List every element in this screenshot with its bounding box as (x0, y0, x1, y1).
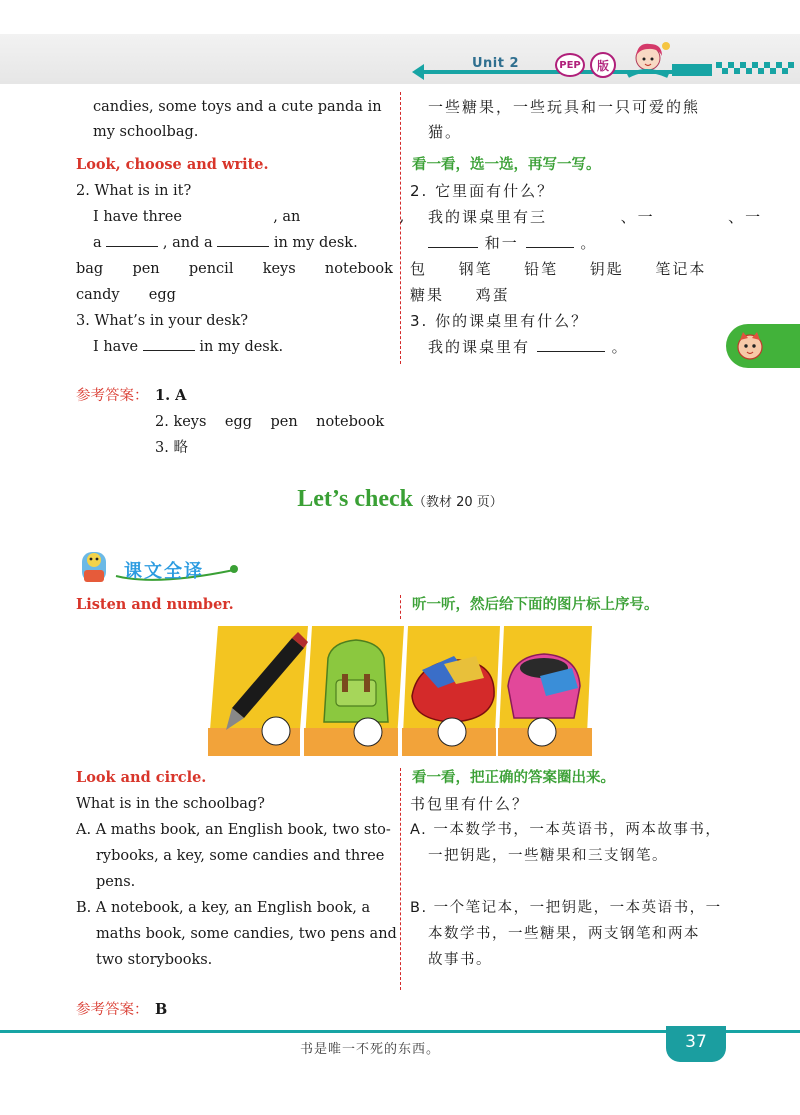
en-continuation-line-2: my schoolbag. (93, 124, 199, 140)
look-circle-heading: Look and circle. (76, 769, 207, 786)
word-item: 笔记本 (655, 260, 707, 278)
pep-badge: PEP (555, 53, 585, 77)
column-divider-listen (400, 595, 401, 619)
word-item: 钥匙 (589, 260, 624, 278)
red-bag-picture (402, 626, 500, 756)
word-item: candy (76, 287, 120, 303)
cn-continuation-line-1: 一些糖果，一些玩具和一只可爱的熊 (428, 98, 701, 116)
word-item: 铅笔 (524, 260, 559, 278)
q2-cn-text-c: 、一 (728, 208, 763, 226)
word-item: egg (148, 287, 176, 303)
page-header (0, 0, 800, 90)
column-divider-bottom (400, 768, 401, 990)
word-item: notebook (324, 261, 393, 277)
blank-cn-1[interactable] (554, 208, 614, 222)
q2-en-text-a: I have three (93, 209, 182, 225)
word-item: pencil (188, 261, 234, 277)
unit-label: Unit 2 (472, 56, 520, 71)
question-3-en: 3. What’s in your desk? (76, 313, 249, 329)
question-2-cn: 2. 它里面有什么？ (410, 182, 555, 200)
q3-cn-text-b: 。 (611, 338, 629, 356)
look-choose-write-heading: Look, choose and write. (76, 156, 269, 173)
fox-face-icon (734, 330, 766, 362)
word-bank-en-row-1 (76, 259, 393, 279)
listen-number-heading-cn: 听一听，然后给下面的图片标上序号。 (412, 597, 659, 613)
q3-en-line (93, 337, 283, 357)
q2-cn-text-a: 我的课桌里有三 (428, 208, 548, 226)
q2-cn-text-d: 和一 (484, 234, 519, 252)
q2-cn-text-b: 、一 (620, 208, 655, 226)
blank-cn-4[interactable] (526, 234, 574, 248)
mascot-girl-icon (618, 36, 674, 82)
pink-bag-picture (498, 626, 592, 756)
word-item: 包 (410, 260, 428, 278)
circle-question-en: What is in the schoolbag? (76, 796, 265, 812)
blank-cn-2[interactable] (661, 208, 721, 222)
column-divider-top (400, 92, 401, 364)
q3-en-text-b: in my desk. (199, 339, 284, 355)
look-choose-write-heading-cn: 看一看，选一选，再写一写。 (412, 157, 601, 173)
edition-badge: 版 (590, 52, 616, 78)
word-bank-cn-row-1 (410, 259, 706, 279)
q3-cn-text-a: 我的课桌里有 (428, 338, 531, 356)
pen-picture (208, 626, 308, 756)
checker-pattern (672, 58, 800, 80)
blank-cn-3[interactable] (428, 234, 478, 248)
option-a-cn-line-1[interactable]: A. 一本数学书，一本英语书，两本故事书， (410, 822, 722, 838)
option-b-cn-line-3[interactable]: 故事书。 (428, 952, 492, 968)
q2-cn-line-1 (428, 207, 762, 227)
answer-3: 3. 略 (155, 440, 188, 456)
en-continuation-line-1: candies, some toys and a cute panda in (93, 99, 382, 115)
answer-2: 2. keys egg pen notebook (155, 414, 385, 430)
q2-en-text-b: , an (273, 209, 301, 225)
answer-1: 1. A (155, 387, 187, 404)
circle-question-cn: 书包里有什么？ (410, 795, 530, 813)
q2-en-text-c: , (399, 209, 405, 225)
listen-number-heading: Listen and number. (76, 596, 234, 613)
translation-badge-text: 课文全译 (124, 561, 204, 582)
option-a-en-line-3[interactable]: pens. (96, 874, 136, 890)
section-title-text: Let’s check (297, 486, 413, 512)
option-b-en-line-3[interactable]: two storybooks. (96, 952, 213, 968)
option-a-en-line-1[interactable]: A. A maths book, an English book, two sto- (76, 822, 391, 838)
blank-1[interactable] (187, 207, 269, 221)
q2-en-line-1 (93, 207, 404, 227)
section-reference: （教材 20 页） (412, 495, 503, 510)
page-number: 37 (685, 1032, 707, 1052)
blank-3[interactable] (106, 233, 158, 247)
q2-cn-text-e: 。 (580, 234, 598, 252)
q3-cn-line (428, 337, 629, 357)
word-item: keys (262, 261, 296, 277)
blank-5[interactable] (143, 337, 195, 351)
word-item: bag (76, 261, 104, 277)
q2-cn-line-2 (428, 233, 597, 253)
question-3-cn: 3. 你的课桌里有什么？ (410, 312, 589, 330)
schoolbag-picture (304, 626, 404, 756)
blank-2[interactable] (305, 207, 395, 221)
word-item: pen (132, 261, 160, 277)
word-item: 糖果 (410, 286, 445, 304)
blank-4[interactable] (217, 233, 269, 247)
word-item: 鸡蛋 (475, 286, 510, 304)
option-b-cn-line-2[interactable]: 本数学书，一些糖果，两支钢笔和两本 (428, 926, 700, 942)
section-title (0, 486, 800, 513)
q2-en-text-e: , and a (162, 235, 213, 251)
q2-en-line-2 (93, 233, 358, 253)
picture-strip (208, 626, 598, 756)
answer-label-1: 参考答案： (76, 388, 149, 404)
option-b-en-line-1[interactable]: B. A notebook, a key, an English book, a (76, 900, 371, 916)
question-2-en: 2. What is in it? (76, 183, 192, 199)
footer-motto: 书是唯一不死的东西。 (300, 1042, 441, 1057)
word-item: 钢笔 (458, 260, 493, 278)
q2-en-text-f: in my desk. (273, 235, 358, 251)
option-b-en-line-2[interactable]: maths book, some candies, two pens and (96, 926, 397, 942)
look-circle-heading-cn: 看一看，把正确的答案圈出来。 (412, 770, 615, 786)
answer-circle: B (155, 1001, 168, 1018)
option-b-cn-line-1[interactable]: B. 一个笔记本，一把钥匙，一本英语书，一 (410, 900, 722, 916)
cn-continuation-line-2: 猫。 (428, 123, 463, 141)
blank-cn-5[interactable] (537, 338, 605, 352)
answer-label-2: 参考答案： (76, 1002, 149, 1018)
option-a-cn-line-2[interactable]: 一把钥匙，一些糖果和三支钢笔。 (428, 848, 668, 864)
q3-en-text-a: I have (93, 339, 139, 355)
q2-en-text-d: a (93, 235, 102, 251)
word-bank-en-row-2 (76, 285, 176, 305)
option-a-en-line-2[interactable]: rybooks, a key, some candies and three (96, 848, 385, 864)
word-bank-cn-row-2 (410, 285, 510, 305)
